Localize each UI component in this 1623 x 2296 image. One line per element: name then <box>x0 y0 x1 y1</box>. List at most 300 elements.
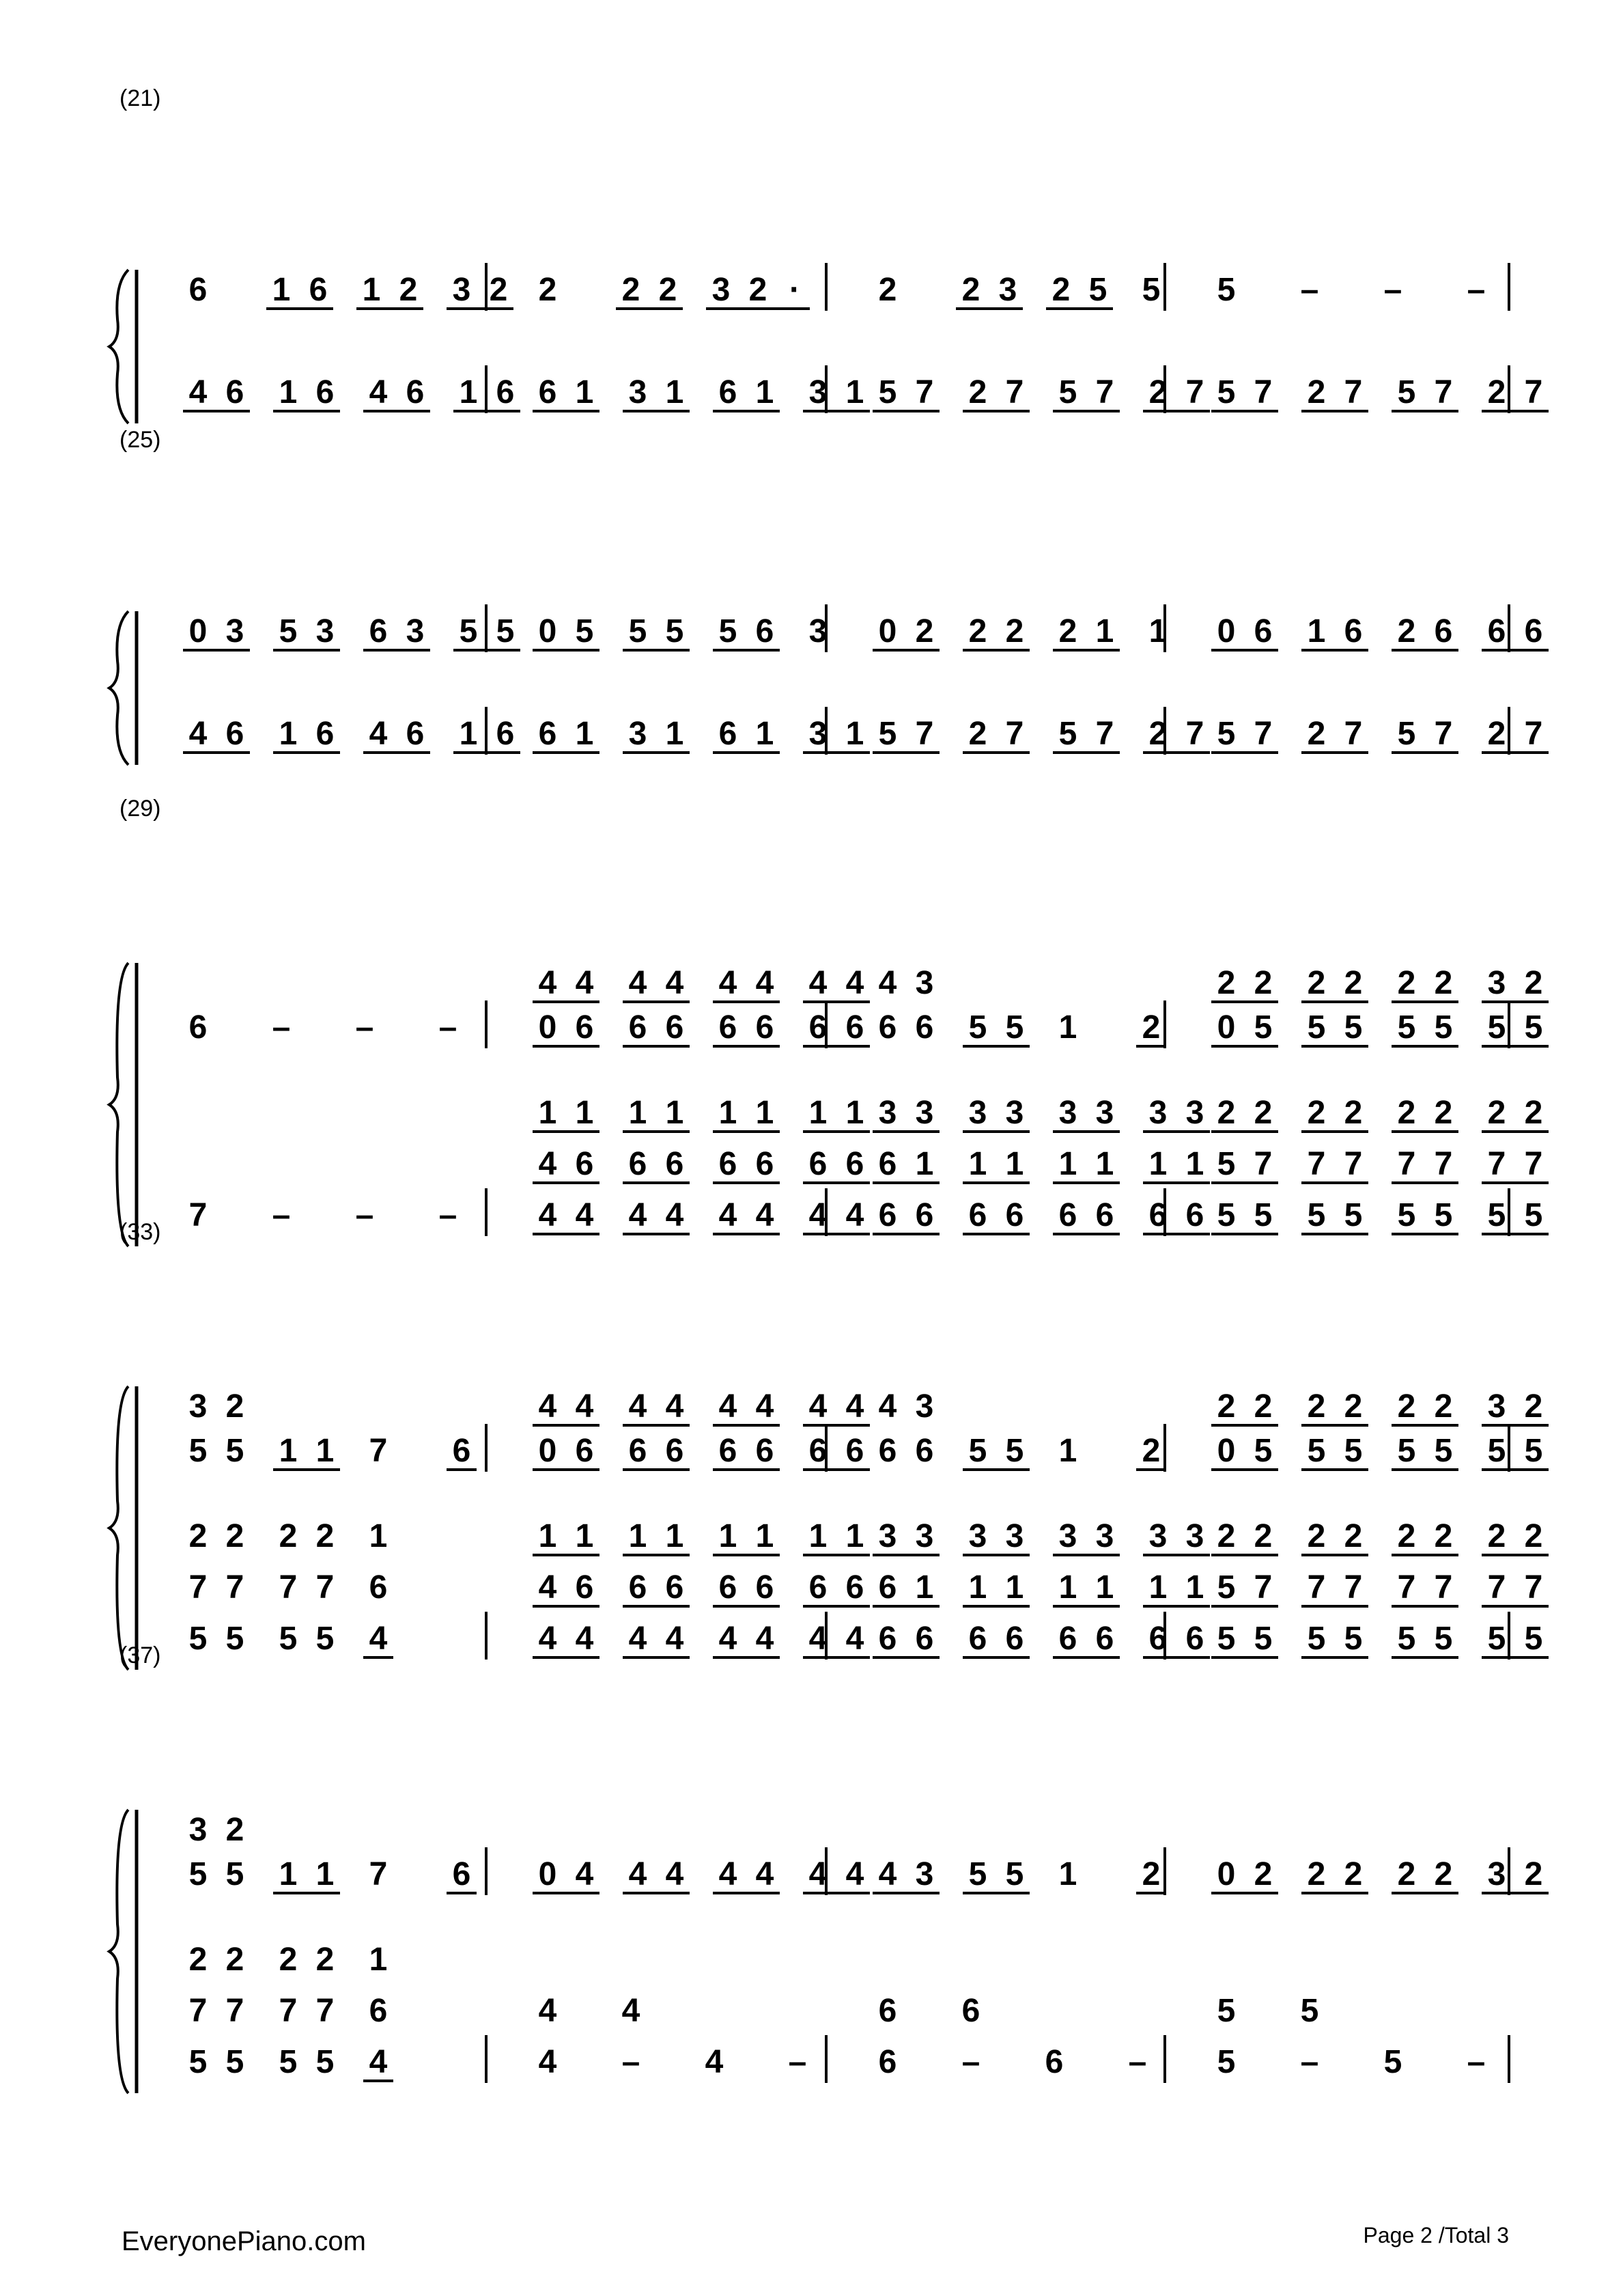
note-digit: 1 <box>575 1518 594 1554</box>
note-digit: 1 <box>1095 613 1114 649</box>
system-3 <box>109 796 1549 1246</box>
note-digit: 1 <box>279 1433 298 1469</box>
note-digit: 6 <box>628 1009 647 1046</box>
note-digit: 5 <box>1217 716 1236 752</box>
note-digit: 1 <box>718 1518 737 1554</box>
note-digit: 4 <box>575 1621 594 1657</box>
note-digit: 2 <box>1344 1095 1363 1131</box>
note-digit: 4 <box>705 2044 724 2080</box>
note-digit: 6 <box>878 1621 897 1657</box>
note-digit: 5 <box>1217 1993 1236 2029</box>
sustain-dash: – <box>355 1197 374 1233</box>
note-digit: 6 <box>1185 1197 1204 1233</box>
note-digit: 7 <box>1254 716 1273 752</box>
note-digit: 7 <box>1434 1569 1453 1606</box>
note-digit: 3 <box>628 374 647 410</box>
note-digit: 3 <box>968 1095 987 1131</box>
note-digit: 6 <box>452 1856 471 1892</box>
note-digit: 1 <box>369 1942 388 1978</box>
note-digit: 2 <box>1524 1856 1543 1892</box>
note-digit: 6 <box>878 1197 897 1233</box>
note-digit: 1 <box>279 374 298 410</box>
note-digit: 0 <box>1217 1856 1236 1892</box>
note-digit: 1 <box>575 374 594 410</box>
note-digit: · <box>789 272 800 308</box>
note-digit: 0 <box>538 613 557 649</box>
note-digit: 2 <box>1344 965 1363 1001</box>
note-digit: 6 <box>1524 613 1543 649</box>
note-digit: 6 <box>755 1009 774 1046</box>
note-digit: 1 <box>1058 1433 1077 1469</box>
note-digit: 7 <box>1344 1569 1363 1606</box>
note-digit: 2 <box>1307 374 1326 410</box>
note-digit: 7 <box>1185 716 1204 752</box>
sustain-dash: – <box>788 2044 807 2080</box>
note-digit: 4 <box>845 1197 864 1233</box>
note-digit: 2 <box>1307 965 1326 1001</box>
note-digit: 2 <box>1397 1388 1416 1425</box>
note-digit: 4 <box>718 1856 737 1892</box>
note-digit: 6 <box>369 1569 388 1606</box>
note-digit: 1 <box>845 1518 864 1554</box>
note-digit: 6 <box>452 1433 471 1469</box>
note-digit: 6 <box>718 1146 737 1182</box>
note-digit: 5 <box>188 1621 208 1657</box>
note-digit: 4 <box>628 1856 647 1892</box>
note-digit: 2 <box>1397 1095 1416 1131</box>
note-digit: 7 <box>1254 374 1273 410</box>
note-digit: 5 <box>1344 1197 1363 1233</box>
note-digit: 2 <box>658 272 677 308</box>
note-digit: 4 <box>538 1146 557 1182</box>
note-digit: 5 <box>1397 1433 1416 1469</box>
note-digit: 7 <box>279 1993 298 2029</box>
note-digit: 4 <box>755 1621 774 1657</box>
note-digit: 1 <box>628 1518 647 1554</box>
note-digit: 5 <box>1397 1621 1416 1657</box>
note-digit: 4 <box>808 1621 828 1657</box>
note-digit: 2 <box>1487 1095 1506 1131</box>
sustain-dash: – <box>355 1009 374 1046</box>
note-digit: 6 <box>915 1621 934 1657</box>
note-digit: 5 <box>496 613 515 649</box>
note-digit: 3 <box>998 272 1017 308</box>
note-digit: 2 <box>968 374 987 410</box>
note-digit: 2 <box>1307 1518 1326 1554</box>
note-digit: 7 <box>315 1993 335 2029</box>
note-digit: 6 <box>968 1621 987 1657</box>
note-digit: 6 <box>369 1993 388 2029</box>
note-digit: 2 <box>1397 613 1416 649</box>
note-digit: 5 <box>1524 1197 1543 1233</box>
note-digit: 2 <box>621 272 640 308</box>
note-digit: 4 <box>575 1856 594 1892</box>
note-digit: 3 <box>315 613 335 649</box>
brace <box>109 611 128 765</box>
note-digit: 4 <box>369 374 388 410</box>
sustain-dash: – <box>272 1009 291 1046</box>
note-digit: 2 <box>315 1518 335 1554</box>
note-digit: 3 <box>1185 1095 1204 1131</box>
note-digit: 6 <box>1254 613 1273 649</box>
note-digit: 5 <box>225 1856 244 1892</box>
note-digit: 2 <box>188 1518 208 1554</box>
note-digit: 0 <box>1217 1009 1236 1046</box>
note-digit: 6 <box>878 1146 897 1182</box>
note-digit: 5 <box>1217 1197 1236 1233</box>
note-digit: 5 <box>188 2044 208 2080</box>
note-digit: 4 <box>665 1197 684 1233</box>
note-digit: 4 <box>665 1388 684 1425</box>
note-digit: 0 <box>1217 613 1236 649</box>
note-digit: 7 <box>1487 1146 1506 1182</box>
note-digit: 5 <box>459 613 478 649</box>
note-digit: 3 <box>1095 1518 1114 1554</box>
note-digit: 0 <box>538 1009 557 1046</box>
note-digit: 3 <box>878 1095 897 1131</box>
note-digit: 6 <box>718 374 737 410</box>
note-digit: 4 <box>538 2044 557 2080</box>
note-digit: 2 <box>1058 613 1077 649</box>
note-digit: 2 <box>399 272 418 308</box>
note-digit: 2 <box>878 272 897 308</box>
note-digit: 2 <box>1307 1388 1326 1425</box>
note-digit: 4 <box>665 1621 684 1657</box>
note-digit: 2 <box>1307 716 1326 752</box>
sustain-dash: – <box>1383 272 1402 308</box>
note-digit: 3 <box>878 1518 897 1554</box>
note-digit: 1 <box>665 374 684 410</box>
note-digit: 6 <box>538 374 557 410</box>
note-digit: 5 <box>1344 1009 1363 1046</box>
note-digit: 5 <box>1397 374 1416 410</box>
note-digit: 1 <box>279 1856 298 1892</box>
note-digit: 7 <box>369 1433 388 1469</box>
note-digit: 7 <box>1434 1146 1453 1182</box>
note-digit: 6 <box>628 1433 647 1469</box>
note-digit: 7 <box>1397 1146 1416 1182</box>
note-digit: 5 <box>968 1433 987 1469</box>
note-digit: 1 <box>1005 1569 1024 1606</box>
note-digit: 1 <box>845 374 864 410</box>
note-digit: 1 <box>968 1146 987 1182</box>
measure-number: (29) <box>119 796 161 822</box>
note-digit: 2 <box>225 1518 244 1554</box>
note-digit: 1 <box>459 716 478 752</box>
note-digit: 6 <box>755 1146 774 1182</box>
note-digit: 4 <box>808 1856 828 1892</box>
note-digit: 1 <box>755 1095 774 1131</box>
note-digit: 1 <box>845 1095 864 1131</box>
note-digit: 4 <box>188 716 208 752</box>
note-digit: 1 <box>915 1146 934 1182</box>
note-digit: 5 <box>225 2044 244 2080</box>
note-digit: 2 <box>1005 613 1024 649</box>
note-digit: 5 <box>665 613 684 649</box>
note-digit: 2 <box>1524 965 1543 1001</box>
note-digit: 6 <box>961 1993 980 2029</box>
note-digit: 2 <box>968 613 987 649</box>
note-digit: 5 <box>279 1621 298 1657</box>
note-digit: 1 <box>1005 1146 1024 1182</box>
note-digit: 2 <box>1142 1433 1161 1469</box>
note-digit: 4 <box>755 1388 774 1425</box>
note-digit: 6 <box>1148 1621 1168 1657</box>
note-digit: 2 <box>1434 1388 1453 1425</box>
note-digit: 5 <box>1254 1433 1273 1469</box>
note-digit: 2 <box>1254 1856 1273 1892</box>
sustain-dash: – <box>1128 2044 1147 2080</box>
note-digit: 3 <box>711 272 731 308</box>
note-digit: 5 <box>718 613 737 649</box>
note-digit: 4 <box>538 1197 557 1233</box>
note-digit: 7 <box>1307 1569 1326 1606</box>
brace <box>109 963 128 1246</box>
note-digit: 5 <box>1524 1621 1543 1657</box>
note-digit: 5 <box>1487 1009 1506 1046</box>
measure-number: (25) <box>119 427 161 453</box>
note-digit: 6 <box>1095 1621 1114 1657</box>
note-digit: 5 <box>1524 1433 1543 1469</box>
sustain-dash: – <box>621 2044 640 2080</box>
note-digit: 3 <box>915 965 934 1001</box>
brace <box>109 270 128 423</box>
note-digit: 1 <box>1095 1146 1114 1182</box>
note-digit: 7 <box>225 1569 244 1606</box>
note-digit: 2 <box>1217 1518 1236 1554</box>
note-digit: 2 <box>1524 1095 1543 1131</box>
note-digit: 4 <box>808 1197 828 1233</box>
note-digit: 2 <box>1344 1518 1363 1554</box>
note-digit: 2 <box>1254 965 1273 1001</box>
note-digit: 3 <box>1487 965 1506 1001</box>
note-digit: 6 <box>755 1569 774 1606</box>
note-digit: 1 <box>538 1518 557 1554</box>
note-digit: 2 <box>1397 965 1416 1001</box>
note-digit: 6 <box>575 1569 594 1606</box>
note-digit: 4 <box>369 2044 388 2080</box>
note-digit: 4 <box>845 1388 864 1425</box>
note-digit: 6 <box>315 374 335 410</box>
note-digit: 5 <box>1524 1009 1543 1046</box>
note-digit: 3 <box>1487 1388 1506 1425</box>
note-digit: 6 <box>1344 613 1363 649</box>
note-digit: 4 <box>878 1388 897 1425</box>
note-digit: 2 <box>1307 1856 1326 1892</box>
note-digit: 4 <box>628 1388 647 1425</box>
note-digit: 5 <box>1383 2044 1402 2080</box>
note-digit: 5 <box>315 2044 335 2080</box>
note-digit: 5 <box>1487 1433 1506 1469</box>
note-digit: 6 <box>878 1993 897 2029</box>
note-digit: 5 <box>1254 1197 1273 1233</box>
note-digit: 2 <box>225 1812 244 1848</box>
note-digit: 5 <box>1434 1621 1453 1657</box>
note-digit: 4 <box>718 1197 737 1233</box>
note-digit: 1 <box>279 716 298 752</box>
note-digit: 7 <box>1307 1146 1326 1182</box>
note-digit: 0 <box>878 613 897 649</box>
note-digit: 1 <box>362 272 381 308</box>
note-digit: 6 <box>755 1433 774 1469</box>
note-digit: 5 <box>225 1433 244 1469</box>
note-digit: 7 <box>915 716 934 752</box>
note-digit: 5 <box>279 613 298 649</box>
note-digit: 0 <box>1217 1433 1236 1469</box>
note-digit: 7 <box>1254 1569 1273 1606</box>
footer-page-indicator: Page 2 /Total 3 <box>1363 2223 1509 2248</box>
note-digit: 3 <box>808 374 828 410</box>
note-digit: 5 <box>1397 716 1416 752</box>
note-digit: 5 <box>1307 1009 1326 1046</box>
note-digit: 5 <box>1307 1197 1326 1233</box>
system-1 <box>109 85 1549 423</box>
note-digit: 5 <box>575 613 594 649</box>
note-digit: 6 <box>1058 1621 1077 1657</box>
note-digit: 5 <box>188 1433 208 1469</box>
sustain-dash: – <box>1300 2044 1319 2080</box>
note-digit: 3 <box>628 716 647 752</box>
note-digit: 2 <box>915 613 934 649</box>
note-digit: 3 <box>1058 1095 1077 1131</box>
sustain-dash: – <box>961 2044 980 2080</box>
note-digit: 3 <box>1148 1095 1168 1131</box>
note-digit: 6 <box>755 613 774 649</box>
note-digit: 1 <box>755 374 774 410</box>
note-digit: 1 <box>845 716 864 752</box>
note-digit: 7 <box>1005 374 1024 410</box>
note-digit: 5 <box>1254 1009 1273 1046</box>
note-digit: 5 <box>968 1856 987 1892</box>
note-digit: 3 <box>915 1856 934 1892</box>
note-digit: 6 <box>915 1197 934 1233</box>
note-digit: 2 <box>1142 1856 1161 1892</box>
note-digit: 4 <box>188 374 208 410</box>
note-digit: 2 <box>1487 716 1506 752</box>
note-digit: 2 <box>1254 1095 1273 1131</box>
note-digit: 2 <box>1434 1856 1453 1892</box>
note-digit: 4 <box>575 1197 594 1233</box>
note-digit: 6 <box>718 1009 737 1046</box>
note-digit: 1 <box>665 1095 684 1131</box>
note-digit: 1 <box>272 272 291 308</box>
note-digit: 6 <box>665 1009 684 1046</box>
sustain-dash: – <box>1467 272 1486 308</box>
note-digit: 3 <box>915 1518 934 1554</box>
note-digit: 1 <box>459 374 478 410</box>
note-digit: 4 <box>575 965 594 1001</box>
note-digit: 4 <box>808 1388 828 1425</box>
note-digit: 5 <box>1005 1009 1024 1046</box>
system-4 <box>109 1219 1549 1670</box>
sustain-dash: – <box>438 1009 457 1046</box>
note-digit: 6 <box>808 1009 828 1046</box>
note-digit: 6 <box>968 1197 987 1233</box>
note-digit: 6 <box>808 1433 828 1469</box>
note-digit: 1 <box>538 1095 557 1131</box>
note-digit: 4 <box>369 716 388 752</box>
note-digit: 7 <box>188 1569 208 1606</box>
note-digit: 4 <box>621 1993 640 2029</box>
note-digit: 5 <box>315 1621 335 1657</box>
note-digit: 4 <box>575 1388 594 1425</box>
note-digit: 2 <box>538 272 557 308</box>
note-digit: 2 <box>225 1388 244 1425</box>
note-digit: 3 <box>225 613 244 649</box>
note-digit: 1 <box>718 1095 737 1131</box>
note-digit: 6 <box>1058 1197 1077 1233</box>
measure-number: (21) <box>119 85 161 111</box>
note-digit: 7 <box>225 1993 244 2029</box>
note-digit: 4 <box>538 1388 557 1425</box>
note-digit: 4 <box>878 965 897 1001</box>
sustain-dash: – <box>1300 272 1319 308</box>
note-digit: 1 <box>1185 1569 1204 1606</box>
note-digit: 6 <box>538 716 557 752</box>
note-digit: 3 <box>808 613 828 649</box>
note-digit: 3 <box>1095 1095 1114 1131</box>
note-digit: 5 <box>1344 1433 1363 1469</box>
note-digit: 1 <box>808 1518 828 1554</box>
note-digit: 3 <box>452 272 471 308</box>
note-digit: 5 <box>878 716 897 752</box>
note-digit: 1 <box>315 1856 335 1892</box>
note-digit: 2 <box>1344 1388 1363 1425</box>
note-digit: 4 <box>665 965 684 1001</box>
note-digit: 7 <box>1344 1146 1363 1182</box>
note-digit: 5 <box>279 2044 298 2080</box>
note-digit: 3 <box>968 1518 987 1554</box>
note-digit: 7 <box>1095 716 1114 752</box>
system-5 <box>109 1642 1549 2093</box>
note-digit: 6 <box>1487 613 1506 649</box>
brace <box>109 1810 128 2093</box>
note-digit: 7 <box>279 1569 298 1606</box>
note-digit: 1 <box>665 1518 684 1554</box>
note-digit: 5 <box>1217 2044 1236 2080</box>
note-digit: 7 <box>1434 374 1453 410</box>
note-digit: 4 <box>538 1993 557 2029</box>
note-digit: 6 <box>665 1433 684 1469</box>
note-digit: 5 <box>1344 1621 1363 1657</box>
note-digit: 6 <box>188 272 208 308</box>
measure-number: (33) <box>119 1219 161 1245</box>
note-digit: 4 <box>878 1856 897 1892</box>
note-digit: 3 <box>808 716 828 752</box>
note-digit: 1 <box>915 1569 934 1606</box>
note-digit: 2 <box>1344 1856 1363 1892</box>
note-digit: 3 <box>406 613 425 649</box>
note-digit: 5 <box>628 613 647 649</box>
note-digit: 5 <box>1487 1621 1506 1657</box>
note-digit: 2 <box>961 272 980 308</box>
note-digit: 5 <box>225 1621 244 1657</box>
note-digit: 6 <box>315 716 335 752</box>
note-digit: 6 <box>1045 2044 1064 2080</box>
note-digit: 2 <box>968 716 987 752</box>
note-digit: 4 <box>845 1621 864 1657</box>
footer-site: EveryonePiano.com <box>122 2226 366 2256</box>
note-digit: 6 <box>808 1569 828 1606</box>
note-digit: 6 <box>628 1146 647 1182</box>
note-digit: 2 <box>1487 374 1506 410</box>
note-digit: 4 <box>718 1388 737 1425</box>
note-digit: 6 <box>915 1433 934 1469</box>
sustain-dash: – <box>1467 2044 1486 2080</box>
note-digit: 6 <box>808 1146 828 1182</box>
note-digit: 1 <box>755 716 774 752</box>
note-digit: 1 <box>575 1095 594 1131</box>
